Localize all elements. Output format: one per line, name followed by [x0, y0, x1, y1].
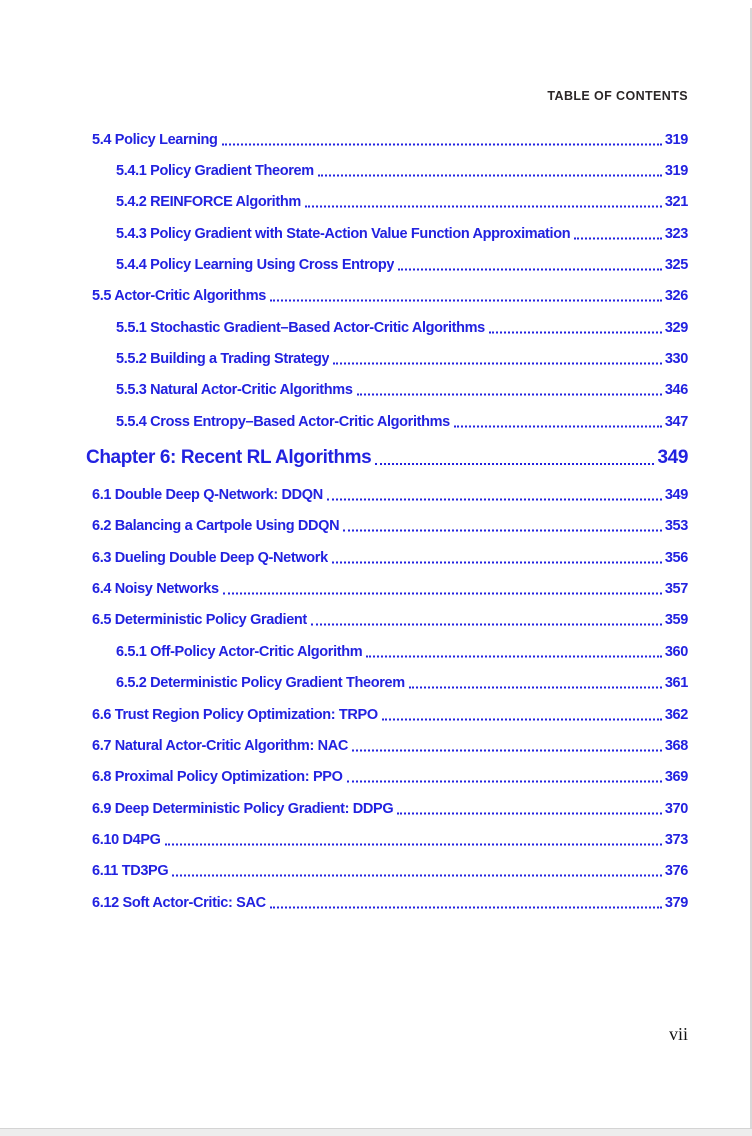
dot-leader-icon [165, 843, 662, 845]
toc-entry-label: 5.4.1 Policy Gradient Theorem [116, 163, 314, 180]
toc-entry[interactable] [86, 824, 688, 855]
page-edge-bottom [0, 1128, 752, 1136]
toc-entry[interactable] [86, 887, 688, 918]
toc-entry-page: 370 [664, 800, 688, 817]
dot-leader-icon [352, 749, 662, 751]
toc-entry[interactable] [86, 155, 688, 186]
toc-entry-label: 6.5 Deterministic Policy Gradient [92, 612, 307, 629]
toc-entry-page: 357 [664, 581, 688, 598]
dot-leader-icon [397, 812, 662, 814]
toc-entry-page: 329 [664, 319, 688, 336]
toc-entry[interactable] [86, 636, 688, 667]
page-number-folio: vii [668, 1024, 688, 1044]
toc-entry-page: 349 [664, 487, 688, 504]
toc-entry[interactable] [86, 573, 688, 604]
dot-leader-icon [574, 237, 662, 239]
toc-entry[interactable] [86, 281, 688, 312]
toc-entry[interactable] [86, 187, 688, 218]
toc-entry-label: 6.4 Noisy Networks [92, 581, 219, 598]
toc-entry-label: 6.12 Soft Actor-Critic: SAC [92, 894, 266, 911]
toc-entry-page: 379 [664, 894, 688, 911]
dot-leader-icon [305, 206, 662, 208]
toc-entry-label: 5.4.2 REINFORCE Algorithm [116, 194, 301, 211]
toc-entry-page: 319 [664, 163, 688, 180]
toc-entry-label: 5.5.4 Cross Entropy–Based Actor-Critic Algorithms [116, 413, 450, 430]
toc-entry-page: 369 [664, 769, 688, 786]
toc-entry-page: 346 [664, 382, 688, 399]
toc-list [86, 124, 688, 918]
toc-entry-page: 326 [664, 288, 688, 305]
toc-entry-page: 361 [664, 675, 688, 692]
toc-entry[interactable] [86, 343, 688, 374]
dot-leader-icon [398, 269, 662, 271]
dot-leader-icon [382, 718, 662, 720]
toc-entry-label: 6.2 Balancing a Cartpole Using DDQN [92, 518, 340, 535]
toc-entry-page: 321 [664, 194, 688, 211]
toc-entry[interactable] [86, 249, 688, 280]
toc-entry[interactable] [86, 793, 688, 824]
toc-entry-label: 5.4.4 Policy Learning Using Cross Entropy [116, 257, 395, 274]
toc-entry[interactable] [86, 124, 688, 155]
toc-entry[interactable] [86, 542, 688, 573]
toc-entry-label: 5.5.3 Natural Actor-Critic Algorithms [116, 382, 353, 399]
running-header: TABLE OF CONTENTS [547, 89, 688, 103]
toc-entry-page: 349 [657, 447, 688, 469]
dot-leader-icon [270, 906, 662, 908]
toc-entry[interactable] [86, 856, 688, 887]
toc-entry[interactable] [86, 375, 688, 406]
dot-leader-icon [223, 593, 662, 595]
toc-entry-label: 5.5.2 Building a Trading Strategy [116, 351, 330, 368]
dot-leader-icon [357, 394, 662, 396]
toc-entry[interactable] [86, 479, 688, 510]
toc-entry-page: 376 [664, 863, 688, 880]
toc-entry[interactable] [86, 437, 688, 479]
toc-entry-label: 6.5.1 Off-Policy Actor-Critic Algorithm [116, 643, 363, 660]
toc-entry-label: Chapter 6: Recent RL Algorithms [86, 447, 372, 469]
toc-entry-label: 5.4.3 Policy Gradient with State-Action Value Function Approximation [116, 225, 571, 242]
toc-entry-page: 330 [664, 351, 688, 368]
toc-entry-label: 6.8 Proximal Policy Optimization: PPO [92, 769, 343, 786]
toc-entry-label: 5.4 Policy Learning [92, 131, 218, 148]
toc-entry-label: 6.10 D4PG [92, 831, 161, 848]
dot-leader-icon [347, 781, 662, 783]
toc-entry-label: 6.9 Deep Deterministic Policy Gradient: DDPG [92, 800, 394, 817]
toc-entry-label: 6.5.2 Deterministic Policy Gradient Theorem [116, 675, 405, 692]
toc-entry[interactable] [86, 312, 688, 343]
toc-entry-label: 6.6 Trust Region Policy Optimization: TRPO [92, 706, 378, 723]
toc-entry[interactable] [86, 730, 688, 761]
toc-entry-page: 373 [664, 831, 688, 848]
toc-entry[interactable] [86, 511, 688, 542]
dot-leader-icon [454, 425, 662, 427]
toc-entry[interactable] [86, 699, 688, 730]
dot-leader-icon [333, 363, 662, 365]
dot-leader-icon [332, 561, 662, 563]
toc-entry-label: 6.3 Dueling Double Deep Q-Network [92, 549, 328, 566]
toc-entry-page: 323 [664, 225, 688, 242]
toc-entry[interactable] [86, 762, 688, 793]
dot-leader-icon [343, 530, 662, 532]
toc-entry-page: 319 [664, 131, 688, 148]
dot-leader-icon [222, 143, 662, 145]
toc-entry-page: 347 [664, 413, 688, 430]
dot-leader-icon [489, 331, 662, 333]
toc-entry-label: 6.1 Double Deep Q-Network: DDQN [92, 487, 323, 504]
toc-entry-label: 6.7 Natural Actor-Critic Algorithm: NAC [92, 737, 348, 754]
toc-entry-page: 368 [664, 737, 688, 754]
dot-leader-icon [327, 499, 662, 501]
toc-entry[interactable] [86, 218, 688, 249]
toc-entry[interactable] [86, 406, 688, 437]
toc-entry-label: 5.5.1 Stochastic Gradient–Based Actor-Critic Algorithms [116, 319, 485, 336]
dot-leader-icon [366, 655, 662, 657]
dot-leader-icon [270, 300, 662, 302]
toc-entry-page: 353 [664, 518, 688, 535]
toc-entry-page: 362 [664, 706, 688, 723]
toc-entry-label: 5.5 Actor-Critic Algorithms [92, 288, 266, 305]
toc-entry-page: 325 [664, 257, 688, 274]
dot-leader-icon [375, 463, 654, 465]
dot-leader-icon [172, 875, 662, 877]
dot-leader-icon [318, 175, 662, 177]
toc-entry[interactable] [86, 668, 688, 699]
toc-entry[interactable] [86, 605, 688, 636]
toc-entry-page: 360 [664, 643, 688, 660]
dot-leader-icon [409, 687, 662, 689]
toc-entry-page: 359 [664, 612, 688, 629]
toc-entry-label: 6.11 TD3PG [92, 863, 169, 880]
dot-leader-icon [311, 624, 662, 626]
toc-entry-page: 356 [664, 549, 688, 566]
